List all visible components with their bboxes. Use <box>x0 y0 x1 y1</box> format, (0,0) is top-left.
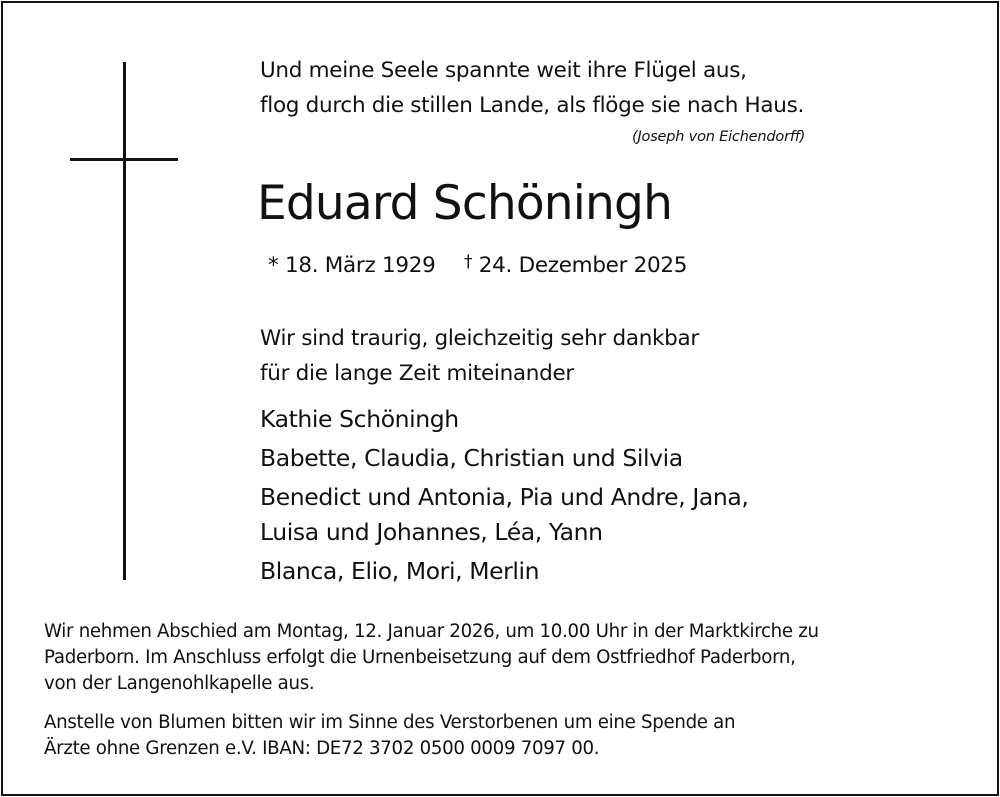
donation-line-2: Ärzte ohne Grenzen e.V. IBAN: DE72 3702 0500 0009 7097 00. <box>44 738 600 759</box>
funeral-line-3: von der Langenohlkapelle aus. <box>44 673 315 694</box>
family-line-4: Luisa und Johannes, Léa, Yann <box>260 518 603 546</box>
donation-line-1: Anstelle von Blumen bitten wir im Sinne des Verstorbenen um eine Spende an <box>44 712 736 733</box>
statement-line-1: Wir sind traurig, gleichzeitig sehr dankbar <box>260 326 699 351</box>
funeral-line-1: Wir nehmen Abschied am Montag, 12. Januar 2026, um 10.00 Uhr in der Marktkirche zu <box>44 621 819 642</box>
birth-date: * 18. März 1929 <box>268 253 436 278</box>
family-line-2: Babette, Claudia, Christian und Silvia <box>260 444 683 472</box>
family-line-3: Benedict und Antonia, Pia und Andre, Jana, <box>260 483 749 511</box>
poem-author: (Joseph von Eichendorff) <box>632 129 806 145</box>
death-date-line <box>464 253 687 278</box>
death-date: 24. Dezember 2025 <box>478 253 688 278</box>
family-line-5: Blanca, Elio, Mori, Merlin <box>260 557 540 585</box>
cross-symbol-horizontal <box>70 158 178 161</box>
deceased-name: Eduard Schöningh <box>257 176 673 231</box>
family-line-1: Kathie Schöningh <box>260 405 459 433</box>
cross-symbol-vertical <box>123 62 126 580</box>
poem-line-1: Und meine Seele spannte weit ihre Flügel aus, <box>260 58 747 83</box>
statement-line-2: für die lange Zeit miteinander <box>260 361 574 386</box>
dagger-symbol: † <box>464 252 473 272</box>
poem-line-2: flog durch die stillen Lande, als flöge sie nach Haus. <box>260 93 805 118</box>
funeral-line-2: Paderborn. Im Anschluss erfolgt die Urnenbeisetzung auf dem Ostfriedhof Paderborn, <box>44 647 796 668</box>
